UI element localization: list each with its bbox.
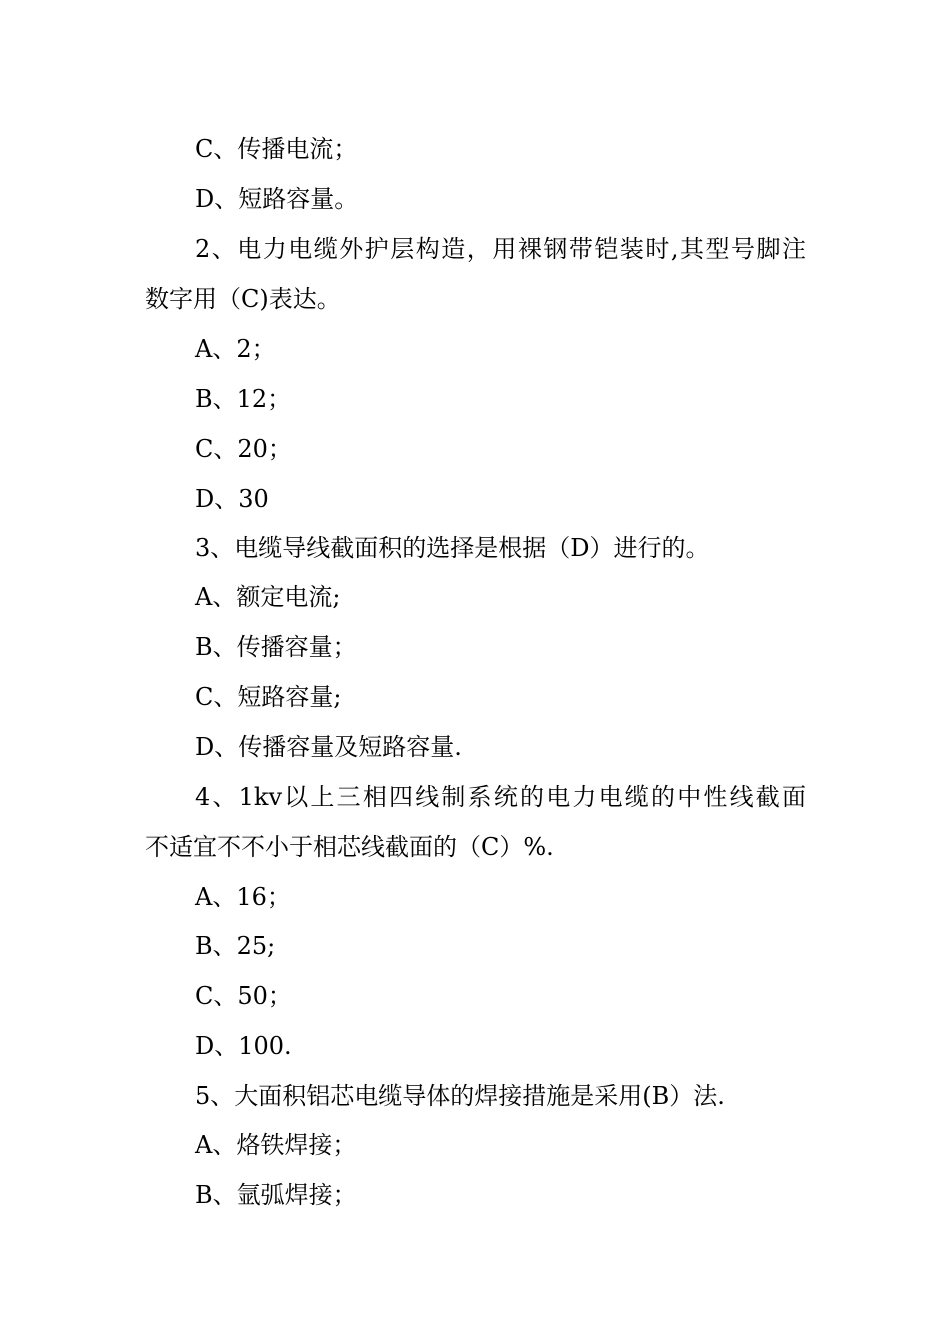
question-2-line-1: 2、电力电缆外护层构造，用裸钢带铠装时,其型号脚注 <box>195 235 806 263</box>
option-a-q2: A、2； <box>195 335 276 363</box>
question-5: 5、大面积铝芯电缆导体的焊接措施是采用(B）法. <box>195 1082 725 1110</box>
question-4-line-1: 4、1kv以上三相四线制系统的电力电缆的中性线截面 <box>195 783 806 811</box>
option-d-q3: D、传播容量及短路容量. <box>195 733 462 761</box>
option-b-q5: B、氩弧焊接； <box>195 1181 357 1209</box>
option-d-q2: D、30 <box>195 485 269 513</box>
option-c-q2: C、20； <box>195 435 292 463</box>
option-c-q4: C、50； <box>195 982 292 1010</box>
option-d-q4: D、100. <box>195 1032 292 1060</box>
option-c-q1: C、传播电流； <box>195 135 358 163</box>
option-a-q5: A、烙铁焊接； <box>195 1131 357 1159</box>
question-4-line-2: 不适宜不不小于相芯线截面的（C）%. <box>145 833 554 861</box>
option-a-q3: A、额定电流; <box>195 583 341 611</box>
option-b-q2: B、12； <box>195 385 292 413</box>
question-2-line-2: 数字用（C)表达。 <box>145 285 341 313</box>
option-d-q1: D、短路容量。 <box>195 185 359 213</box>
option-a-q4: A、16； <box>195 883 291 911</box>
option-b-q3: B、传播容量； <box>195 633 357 661</box>
question-3: 3、电缆导线截面积的选择是根据（D）进行的。 <box>195 534 710 562</box>
option-b-q4: B、25; <box>195 932 276 960</box>
option-c-q3: C、短路容量; <box>195 683 342 711</box>
